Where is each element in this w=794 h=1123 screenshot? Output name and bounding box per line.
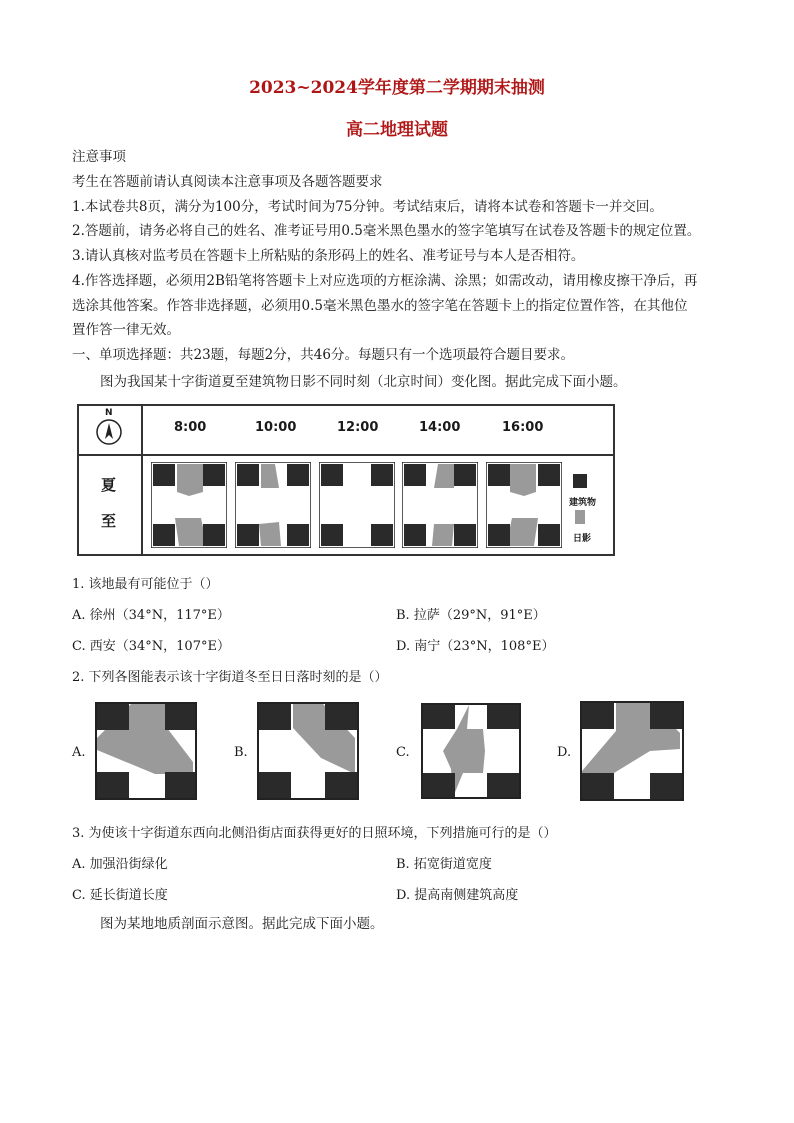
question-2-figure-d <box>580 701 684 801</box>
shadow-panel-1000 <box>235 462 311 548</box>
notes-item-4-cont: 选涂其他答案。作答非选择题，必须用0.5毫米黑色墨水的签字笔在答题卡上的指定位置作答，在其他位 <box>72 298 688 314</box>
notes-intro: 考生在答题前请认真阅读本注意事项及各题答题要求 <box>72 174 383 190</box>
question-2-option-d[interactable]: D. <box>557 745 572 760</box>
notes-item-4: 4.作答选择题，必须用2B铅笔将答题卡上对应选项的方框涂满、涂黑；如需改动，请用橡皮擦干净后，再 <box>72 273 698 289</box>
question-1-stem: 1. 该地最有可能位于（） <box>72 577 219 592</box>
notes-item-1: 1.本试卷共8页，满分为100分，考试时间为75分钟。考试结束后，请将本试卷和答题卡一并交回。 <box>72 199 663 215</box>
question-1-option-a[interactable]: A. 徐州（34°N，117°E） <box>72 608 230 623</box>
question-2-option-b[interactable]: B. <box>234 745 248 760</box>
question-2-figure-c <box>421 703 521 799</box>
shadow-panel-1200 <box>319 462 395 548</box>
legend-building-label: 建筑物 <box>569 498 597 508</box>
figure1-intro: 图为我国某十字街道夏至建筑物日影不同时刻（北京时间）变化图。据此完成下面小题。 <box>100 374 627 390</box>
question-2-figure-b <box>257 702 359 800</box>
question-1-option-b[interactable]: B. 拉萨（29°N，91°E） <box>396 608 546 623</box>
shadow-panel-1600 <box>486 462 562 548</box>
question-3-option-a[interactable]: A. 加强沿街绿化 <box>72 857 168 872</box>
exam-subtitle: 高二地理试题 <box>346 120 448 140</box>
season-label-1: 夏 <box>101 476 117 494</box>
legend-building-swatch <box>573 474 587 488</box>
question-3-stem: 3. 为使该十字街道东西向北侧沿街店面获得更好的日照环境，下列措施可行的是（） <box>72 826 557 841</box>
exam-title: 2023~2024学年度第二学期期末抽测 <box>249 78 545 98</box>
notes-item-3: 3.请认真核对监考员在答题卡上所粘贴的条形码上的姓名、准考证号与本人是否相符。 <box>72 248 585 264</box>
question-3-option-b[interactable]: B. 拓宽街道宽度 <box>396 857 492 872</box>
figure2-intro: 图为某地地质剖面示意图。据此完成下面小题。 <box>100 916 384 932</box>
notes-item-4-end: 置作答一律无效。 <box>72 322 180 338</box>
time-label-1400: 14:00 <box>419 420 461 435</box>
shadow-panel-1400 <box>402 462 478 548</box>
question-2-option-c[interactable]: C. <box>396 745 410 760</box>
question-2-stem: 2. 下列各图能表示该十字街道冬至日日落时刻的是（） <box>72 670 388 685</box>
question-3-option-c[interactable]: C. 延长街道长度 <box>72 888 168 903</box>
question-2-figure-a <box>95 702 197 800</box>
section-heading: 一、单项选择题：共23题，每题2分，共46分。每题只有一个选项最符合题目要求。 <box>72 347 574 363</box>
legend-shadow-swatch <box>575 510 585 524</box>
question-1-option-c[interactable]: C. 西安（34°N，107°E） <box>72 639 230 654</box>
season-label-2: 至 <box>101 512 117 530</box>
question-3-option-d[interactable]: D. 提高南侧建筑高度 <box>396 888 519 903</box>
time-label-1000: 10:00 <box>255 420 297 435</box>
compass-icon <box>93 414 125 446</box>
question-1-option-d[interactable]: D. 南宁（23°N，108°E） <box>396 639 555 654</box>
compass-label: N <box>105 408 113 418</box>
question-2-option-a[interactable]: A. <box>72 745 86 760</box>
time-label-1600: 16:00 <box>502 420 544 435</box>
legend-shadow-label: 日影 <box>573 534 592 544</box>
shadow-figure <box>77 404 615 556</box>
time-label-1200: 12:00 <box>337 420 379 435</box>
shadow-panel-0800 <box>151 462 227 548</box>
notes-heading: 注意事项 <box>72 149 126 165</box>
time-label-0800: 8:00 <box>174 420 207 435</box>
notes-item-2: 2.答题前，请务必将自己的姓名、准考证号用0.5毫米黑色墨水的签字笔填写在试卷及答题卡的规定位置。 <box>72 223 701 239</box>
